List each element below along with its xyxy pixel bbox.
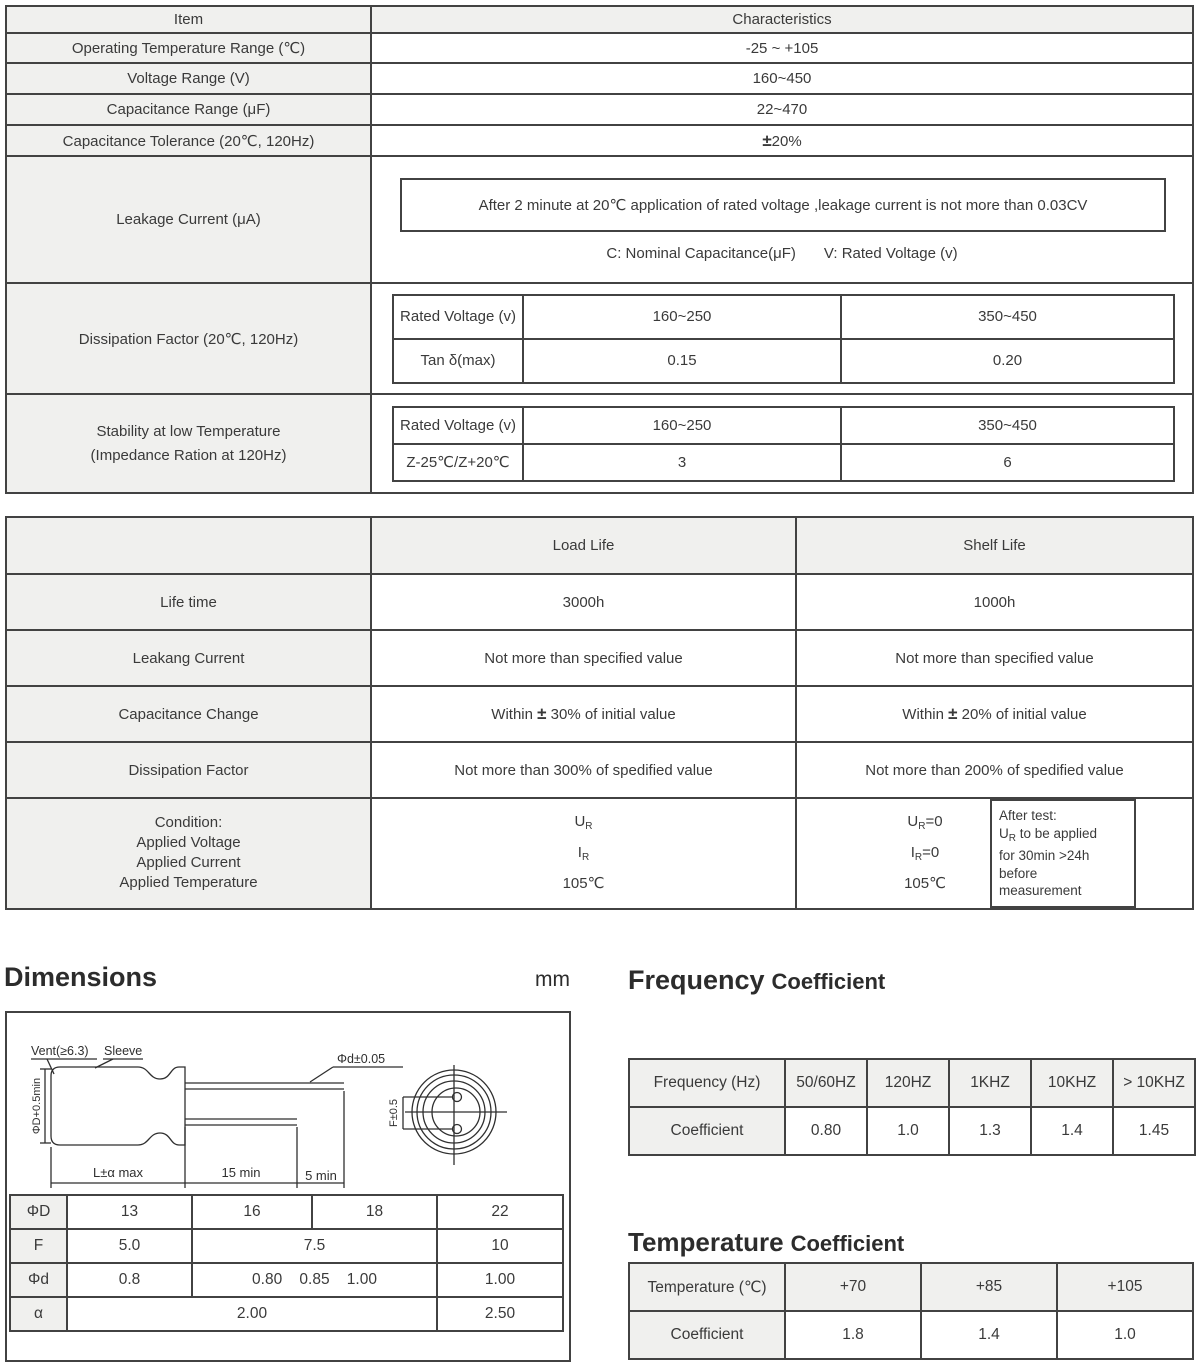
table-row (6, 63, 1193, 94)
table-row (6, 33, 1193, 63)
row-label: Voltage Range (V) (6, 63, 371, 94)
frequency-header: Frequency (Hz) (629, 1059, 785, 1107)
shelf-value: 1000h (796, 574, 1193, 630)
inner-label: Tan δ(max) (393, 339, 523, 383)
text: Within (491, 706, 538, 723)
inner-value: 6 (841, 444, 1174, 481)
dim-row-label: α (10, 1297, 67, 1331)
temp-value: 105℃ (562, 875, 605, 893)
subscript: R (581, 852, 590, 864)
table-row (6, 125, 1193, 156)
dim-row-label: Φd (10, 1263, 67, 1297)
frequency-coefficient-table (628, 1058, 1196, 1156)
shelf-value: Not more than 200% of spedified value (796, 742, 1193, 798)
condition-row (6, 798, 1193, 909)
dissipation-factor-row (6, 283, 1193, 394)
vent-leader-line (47, 1059, 54, 1074)
row-label: Leakang Current (6, 630, 371, 686)
freq-col-header: 50/60HZ (785, 1059, 867, 1107)
frequency-coefficient-header (628, 965, 885, 996)
temp-col-header: +105 (1057, 1263, 1193, 1311)
row-label: Leakage Current (μA) (6, 156, 371, 283)
dissipation-inner-table (392, 294, 1175, 384)
condition-line: Condition: (154, 814, 223, 832)
load-value: Not more than specified value (371, 630, 796, 686)
dim-value: 7.5 (192, 1229, 437, 1263)
coefficient-value: 1.0 (1057, 1311, 1193, 1359)
row-label: Capacitance Change (6, 686, 371, 742)
body-diameter-label: ΦD+0.5min (31, 1077, 43, 1135)
dim-value: 18 (312, 1195, 437, 1229)
text: to be applied (1015, 825, 1098, 841)
load-value: 3000h (371, 574, 796, 630)
body-length-label: L±α max (92, 1165, 144, 1180)
dimensions-unit: mm (535, 968, 570, 991)
note-line: After test: (999, 808, 1057, 823)
text: I (910, 844, 915, 862)
after-test-note-box (990, 799, 1136, 908)
dimensions-header (4, 962, 570, 993)
dim-row-label: ΦD (10, 1195, 67, 1229)
coefficient-value: 1.45 (1113, 1107, 1195, 1155)
note-line: before (999, 865, 1038, 881)
table-row (393, 295, 1174, 339)
subscript: R (585, 821, 593, 833)
load-value: Not more than 300% of spedified value (371, 742, 796, 798)
life-table (5, 516, 1194, 910)
inner-value: 350~450 (841, 407, 1174, 444)
blank-header (6, 517, 371, 574)
row-label: Dissipation Factor (6, 742, 371, 798)
text: 30% of initial value (546, 706, 676, 723)
coefficient-value: 1.3 (949, 1107, 1031, 1155)
capacitor-bottom-view (388, 1065, 507, 1165)
table-header-row (6, 6, 1193, 33)
dim-value: 13 (67, 1195, 192, 1229)
text: U (574, 813, 586, 831)
row-value: -25 ~ +105 (371, 33, 1193, 63)
inner-value: 0.20 (841, 339, 1174, 383)
legend-c: C: Nominal Capacitance(μF) (606, 244, 796, 262)
freq-col-header: 1KHZ (949, 1059, 1031, 1107)
dim-value: 2.00 (67, 1297, 437, 1331)
temp-col-header: +85 (921, 1263, 1057, 1311)
condition-line: Applied Voltage (136, 834, 241, 852)
coefficient-value: 0.80 (785, 1107, 867, 1155)
dim-value: 0.80 0.85 1.00 (192, 1263, 437, 1297)
leakage-note-box: After 2 minute at 20℃ application of rated voltage ,leakage current is not more than 0.03CV (400, 178, 1166, 232)
row-value: 22~470 (371, 94, 1193, 125)
dim-value: 1.00 (437, 1263, 563, 1297)
text: =0 (922, 844, 940, 862)
ur-value (372, 809, 795, 840)
coefficient-label: Coefficient (629, 1107, 785, 1155)
load-life-header: Load Life (371, 517, 796, 574)
dimensions-table (9, 1194, 564, 1332)
condition-shelf-cell (796, 798, 1193, 909)
text: Within (902, 706, 949, 723)
coefficient-label: Coefficient (629, 1311, 785, 1359)
dim-value: 2.50 (437, 1297, 563, 1331)
table-header-row (6, 517, 1193, 574)
shelf-condition-wrap (797, 799, 1192, 908)
subscript: R (918, 821, 926, 833)
freq-col-header: 120HZ (867, 1059, 949, 1107)
leakage-legend (372, 245, 1192, 262)
table-row (10, 1229, 563, 1263)
table-row (629, 1107, 1195, 1155)
coefficient-value: 1.4 (921, 1311, 1057, 1359)
lead-5min-label: 5 min (305, 1168, 337, 1183)
inner-value: 160~250 (523, 407, 841, 444)
subscript: R (914, 852, 923, 864)
capacitor-dimension-diagram (7, 1017, 568, 1189)
condition-load-cell (371, 798, 796, 909)
table-row (629, 1311, 1193, 1359)
temp-value: 105℃ (904, 875, 946, 893)
coefficient-value: 1.4 (1031, 1107, 1113, 1155)
row-value: 160~450 (371, 63, 1193, 94)
title-main: Frequency (628, 965, 765, 995)
dim-value: 5.0 (67, 1229, 192, 1263)
capacitor-body-outline (51, 1067, 185, 1145)
condition-line: Applied Current (136, 854, 241, 872)
title-sub: Coefficient (771, 969, 886, 994)
text: U (907, 813, 919, 831)
inner-value: 3 (523, 444, 841, 481)
dimensions-box (5, 1011, 571, 1362)
table-header-row (629, 1059, 1195, 1107)
table-row (6, 94, 1193, 125)
note-line: measurement (999, 883, 1082, 898)
shelf-value: Not more than specified value (796, 630, 1193, 686)
plus-minus-sign: ± (762, 130, 772, 150)
characteristics-section (5, 5, 1194, 494)
row-label: Dissipation Factor (20℃, 120Hz) (6, 283, 371, 394)
capacitor-side-view (31, 1044, 403, 1188)
stability-row (6, 394, 1193, 493)
temperature-header: Temperature (℃) (629, 1263, 785, 1311)
leakage-current-row (6, 156, 1193, 283)
dim-value: 0.8 (67, 1263, 192, 1297)
title-sub: Coefficient (790, 1231, 905, 1256)
stability-cell (371, 394, 1193, 493)
table-row (393, 407, 1174, 444)
lead-diameter-label: Φd±0.05 (337, 1052, 386, 1066)
coefficient-value: 1.8 (785, 1311, 921, 1359)
text: I (577, 844, 582, 862)
dim-value: 16 (192, 1195, 312, 1229)
table-row (6, 630, 1193, 686)
legend-v: V: Rated Voltage (v) (823, 244, 958, 262)
subscript: R (1008, 832, 1016, 844)
tolerance-value: 20% (771, 132, 802, 150)
inner-value: 160~250 (523, 295, 841, 339)
text: 20% of initial value (957, 706, 1087, 723)
characteristics-header: Characteristics (371, 6, 1193, 33)
characteristics-table (5, 5, 1194, 494)
ir-value (372, 840, 795, 871)
coefficient-value: 1.0 (867, 1107, 949, 1155)
temp-col-header: +70 (785, 1263, 921, 1311)
ir-value (880, 840, 970, 871)
shelf-condition-values (880, 809, 970, 897)
row-label: Capacitance Range (μF) (6, 94, 371, 125)
inner-label: Rated Voltage (v) (393, 407, 523, 444)
row-label: Operating Temperature Range (℃) (6, 33, 371, 63)
freq-col-header: 10KHZ (1031, 1059, 1113, 1107)
pitch-label: F±0.5 (388, 1098, 400, 1128)
leakage-cell (371, 156, 1193, 283)
stability-label-line1: Stability at low Temperature (96, 422, 281, 440)
table-row (393, 444, 1174, 481)
lead-15min-label: 15 min (221, 1165, 261, 1180)
inner-label: Rated Voltage (v) (393, 295, 523, 339)
row-label: Life time (6, 574, 371, 630)
load-condition-values (372, 809, 795, 897)
table-row (6, 686, 1193, 742)
table-row (6, 574, 1193, 630)
plus-minus-sign: ± (948, 704, 958, 723)
dimensions-title: Dimensions (4, 962, 158, 992)
row-value (371, 125, 1193, 156)
table-header-row (629, 1263, 1193, 1311)
text: U (999, 825, 1009, 841)
condition-line: Applied Temperature (119, 874, 258, 892)
table-row (10, 1263, 563, 1297)
condition-label (6, 798, 371, 909)
dim-value: 10 (437, 1229, 563, 1263)
text: =0 (925, 813, 943, 831)
inner-value: 350~450 (841, 295, 1174, 339)
stability-label-line2: (Impedance Ration at 120Hz) (90, 446, 287, 464)
row-label: Capacitance Tolerance (20℃, 120Hz) (6, 125, 371, 156)
item-header: Item (6, 6, 371, 33)
life-section (5, 516, 1194, 910)
table-row (10, 1297, 563, 1331)
dim-row-label: F (10, 1229, 67, 1263)
sleeve-label: Sleeve (104, 1044, 143, 1058)
note-line (999, 825, 1129, 848)
plus-minus-sign: ± (537, 704, 547, 723)
freq-col-header: > 10KHZ (1113, 1059, 1195, 1107)
ur-value (880, 809, 970, 840)
title-main: Temperature (628, 1227, 784, 1257)
table-row (6, 742, 1193, 798)
temperature-coefficient-header (628, 1227, 904, 1258)
note-line: for 30min >24h (999, 848, 1090, 863)
inner-label: Z-25℃/Z+20℃ (393, 444, 523, 481)
temperature-coefficient-table (628, 1262, 1194, 1360)
lead-diameter-leader (310, 1067, 333, 1082)
dissipation-cell (371, 283, 1193, 394)
table-row (10, 1195, 563, 1229)
dim-value: 22 (437, 1195, 563, 1229)
shelf-value (796, 686, 1193, 742)
load-value (371, 686, 796, 742)
inner-value: 0.15 (523, 339, 841, 383)
vent-label: Vent(≥6.3) (31, 1044, 89, 1058)
shelf-life-header: Shelf Life (796, 517, 1193, 574)
table-row (393, 339, 1174, 383)
row-label (6, 394, 371, 493)
stability-inner-table (392, 406, 1175, 482)
